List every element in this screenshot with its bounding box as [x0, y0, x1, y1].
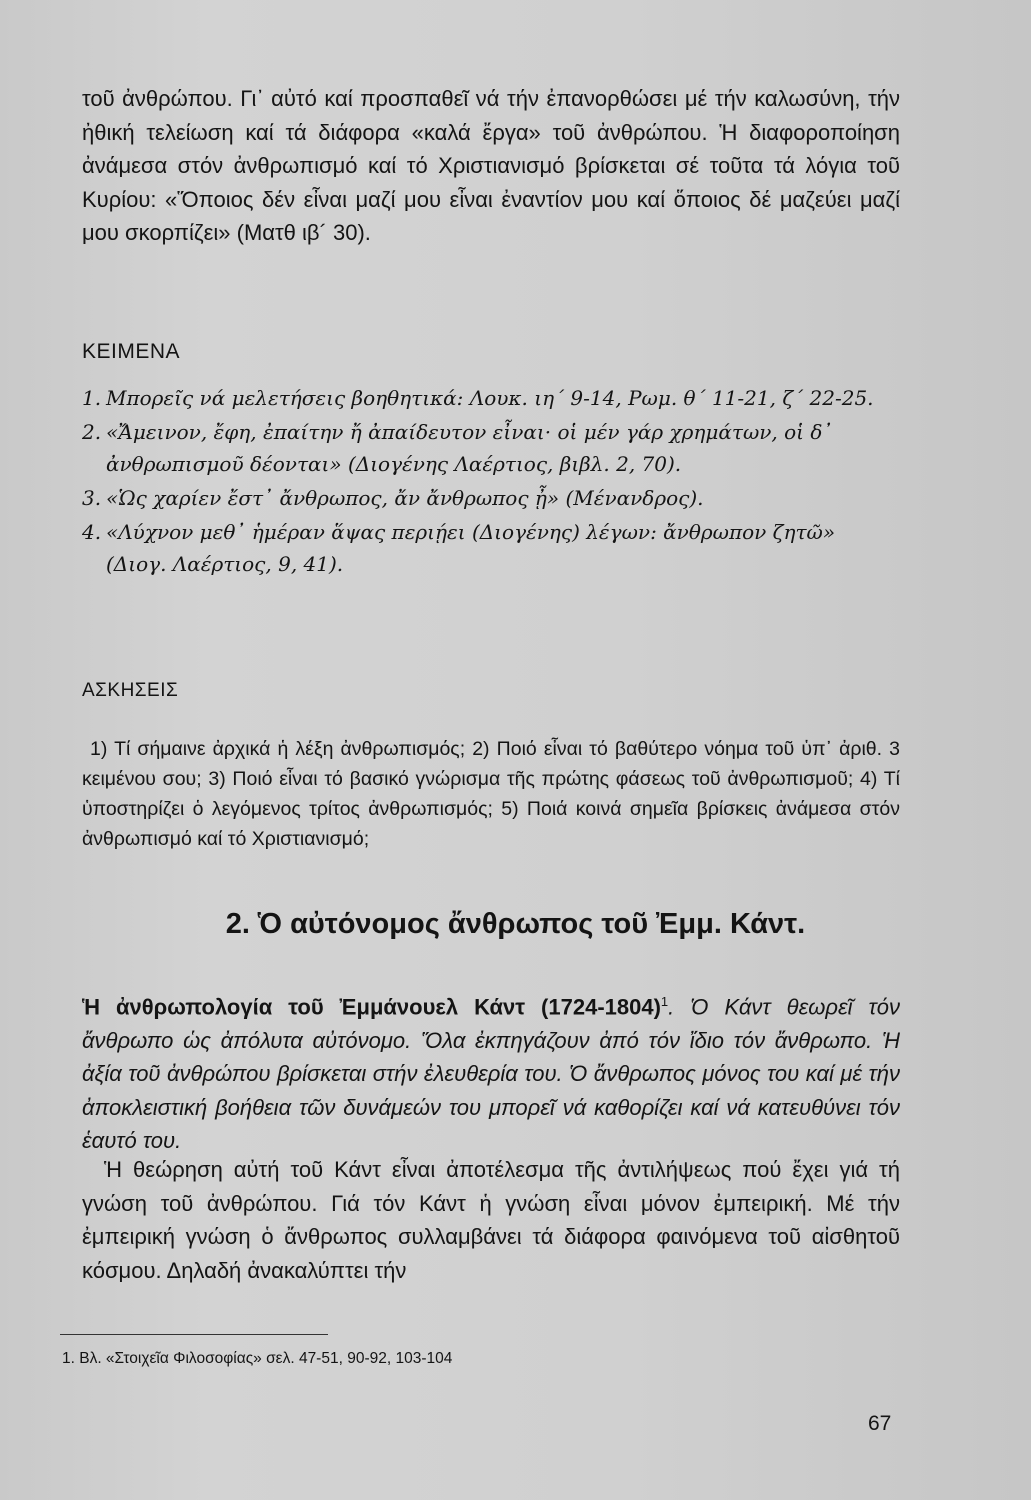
italic-text: . Ὁ Κάντ θεωρεῖ τόν ἄνθρωπο ὡς ἀπόλυτα αὐτόνομο. Ὅλα ἐκπηγάζουν ἀπό τόν ἴδιο τόν ἄνθρωπο. Ἡ ἀξία τοῦ ἀνθρώπου βρίσκεται στήν ἐλευθερία του. Ὁ ἄνθρωπος μόνος του καί μέ τήν ἀποκλειστική βοήθεια τῶν δυνάμεών του μπορεῖ νά καθορίζει καί νά κατευθύνει τόν ἑαυτό του. — [82, 994, 900, 1154]
item-text: Μπορεῖς νά μελετήσεις βοηθητικά: Λουκ. ιη´ 9-14, Ρωμ. θ´ 11-21, ζ´ 22-25. — [106, 386, 874, 410]
knowledge-paragraph — [82, 1153, 900, 1287]
item-number: 3. — [82, 486, 102, 510]
footnote: 1. Βλ. «Στοιχεῖα Φιλοσοφίας» σελ. 47-51, 90-92, 103-104 — [62, 1350, 453, 1367]
list-item — [82, 382, 900, 414]
paragraph-text: Ἡ θεώρηση αὐτή τοῦ Κάντ εἶναι ἀποτέλεσμα τῆς ἀντιλήψεως πού ἔχει γιά τή γνώση τοῦ ἀνθρώπου. Γιά τόν Κάντ ἡ γνώση εἶναι μόνον ἐμπειρική. Μέ τήν ἐμπειρική γνώση ὁ ἄνθρωπος συλλαμβάνει τά διάφορα φαινόμενα τοῦ αἰσθητοῦ κόσμου. Δηλαδή ἀνακαλύπτει τήν — [82, 1157, 900, 1283]
item-number: 4. — [82, 520, 102, 544]
list-item — [82, 482, 900, 514]
texts-list — [82, 382, 900, 582]
item-number: 2. — [82, 420, 102, 444]
kant-paragraph — [82, 985, 900, 1158]
keimena-heading: ΚΕΙΜΕΝΑ — [82, 340, 181, 363]
list-item — [82, 516, 900, 580]
list-item — [82, 416, 900, 480]
exercises-paragraph: 1) Τί σήμαινε ἀρχικά ἡ λέξη ἀνθρωπισμός; 2) Ποιό εἶναι τό βαθύτερο νόημα τοῦ ὑπ᾽ ἀριθ. 3 κειμένου σου; 3) Ποιό εἶναι τό βασικό γνώρισμα τῆς πρώτης φάσεως τοῦ ἀνθρωπισμοῦ; 4) Τί ὑποστηρίζει ὁ λεγόμενος τρίτος ἀνθρωπισμός; 5) Ποιά κοινά σημεῖα βρίσκεις ἀνάμεσα στόν ἀνθρωπισμό καί τό Χριστιανισμό; — [82, 738, 900, 850]
bold-lead: Ἡ ἀνθρωπολογία τοῦ Ἐμμάνουελ Κάντ (1724-1804) — [82, 994, 661, 1020]
item-text: «Ὡς χαρίεν ἔστ᾽ ἄνθρωπος, ἄν ἄνθρωπος ᾖ» (Μένανδρος). — [106, 486, 704, 510]
item-text: «Λύχνον μεθ᾽ ἡμέραν ἅψας περιῄει (Διογένης) λέγων: ἄνθρωπον ζητῶ» (Διογ. Λαέρτιος, 9, 41). — [106, 520, 836, 576]
askiseis-heading: ΑΣΚΗΣΕΙΣ — [82, 680, 179, 701]
page-number: 67 — [868, 1412, 892, 1435]
item-text: «Ἄμεινον, ἔφη, ἐπαίτην ἤ ἀπαίδευτον εἶναι· οἱ μέν γάρ χρημάτων, οἱ δ᾽ ἀνθρωπισμοῦ δέονται» (Διογένης Λαέρτιος, βιβλ. 2, 70). — [106, 420, 833, 476]
paragraph-text: τοῦ ἀνθρώπου. Γι᾽ αὐτό καί προσπαθεῖ νά τήν ἐπανορθώσει μέ τήν καλωσύνη, τήν ἠθική τελείωση καί τά διάφορα «καλά ἔργα» τοῦ ἀνθρώπου. Ἡ διαφοροποίηση ἀνάμεσα στόν ἀνθρωπισμό καί τό Χριστιανισμό βρίσκεται σέ τοῦτα τά λόγια τοῦ Κυρίου: «Ὅποιος δέν εἶναι μαζί μου εἶναι ἐναντίον μου καί ὅποιος δέ μαζεύει μαζί μου σκορπίζει» (Ματθ ιβ´ 30). — [82, 86, 900, 245]
footnote-divider — [60, 1334, 328, 1335]
section-title: 2. Ὁ αὐτόνομος ἄνθρωπος τοῦ Ἐμμ. Κάντ. — [225, 908, 806, 940]
intro-paragraph — [82, 82, 900, 250]
footnote-marker: 1 — [660, 994, 669, 1009]
item-number: 1. — [82, 386, 102, 410]
